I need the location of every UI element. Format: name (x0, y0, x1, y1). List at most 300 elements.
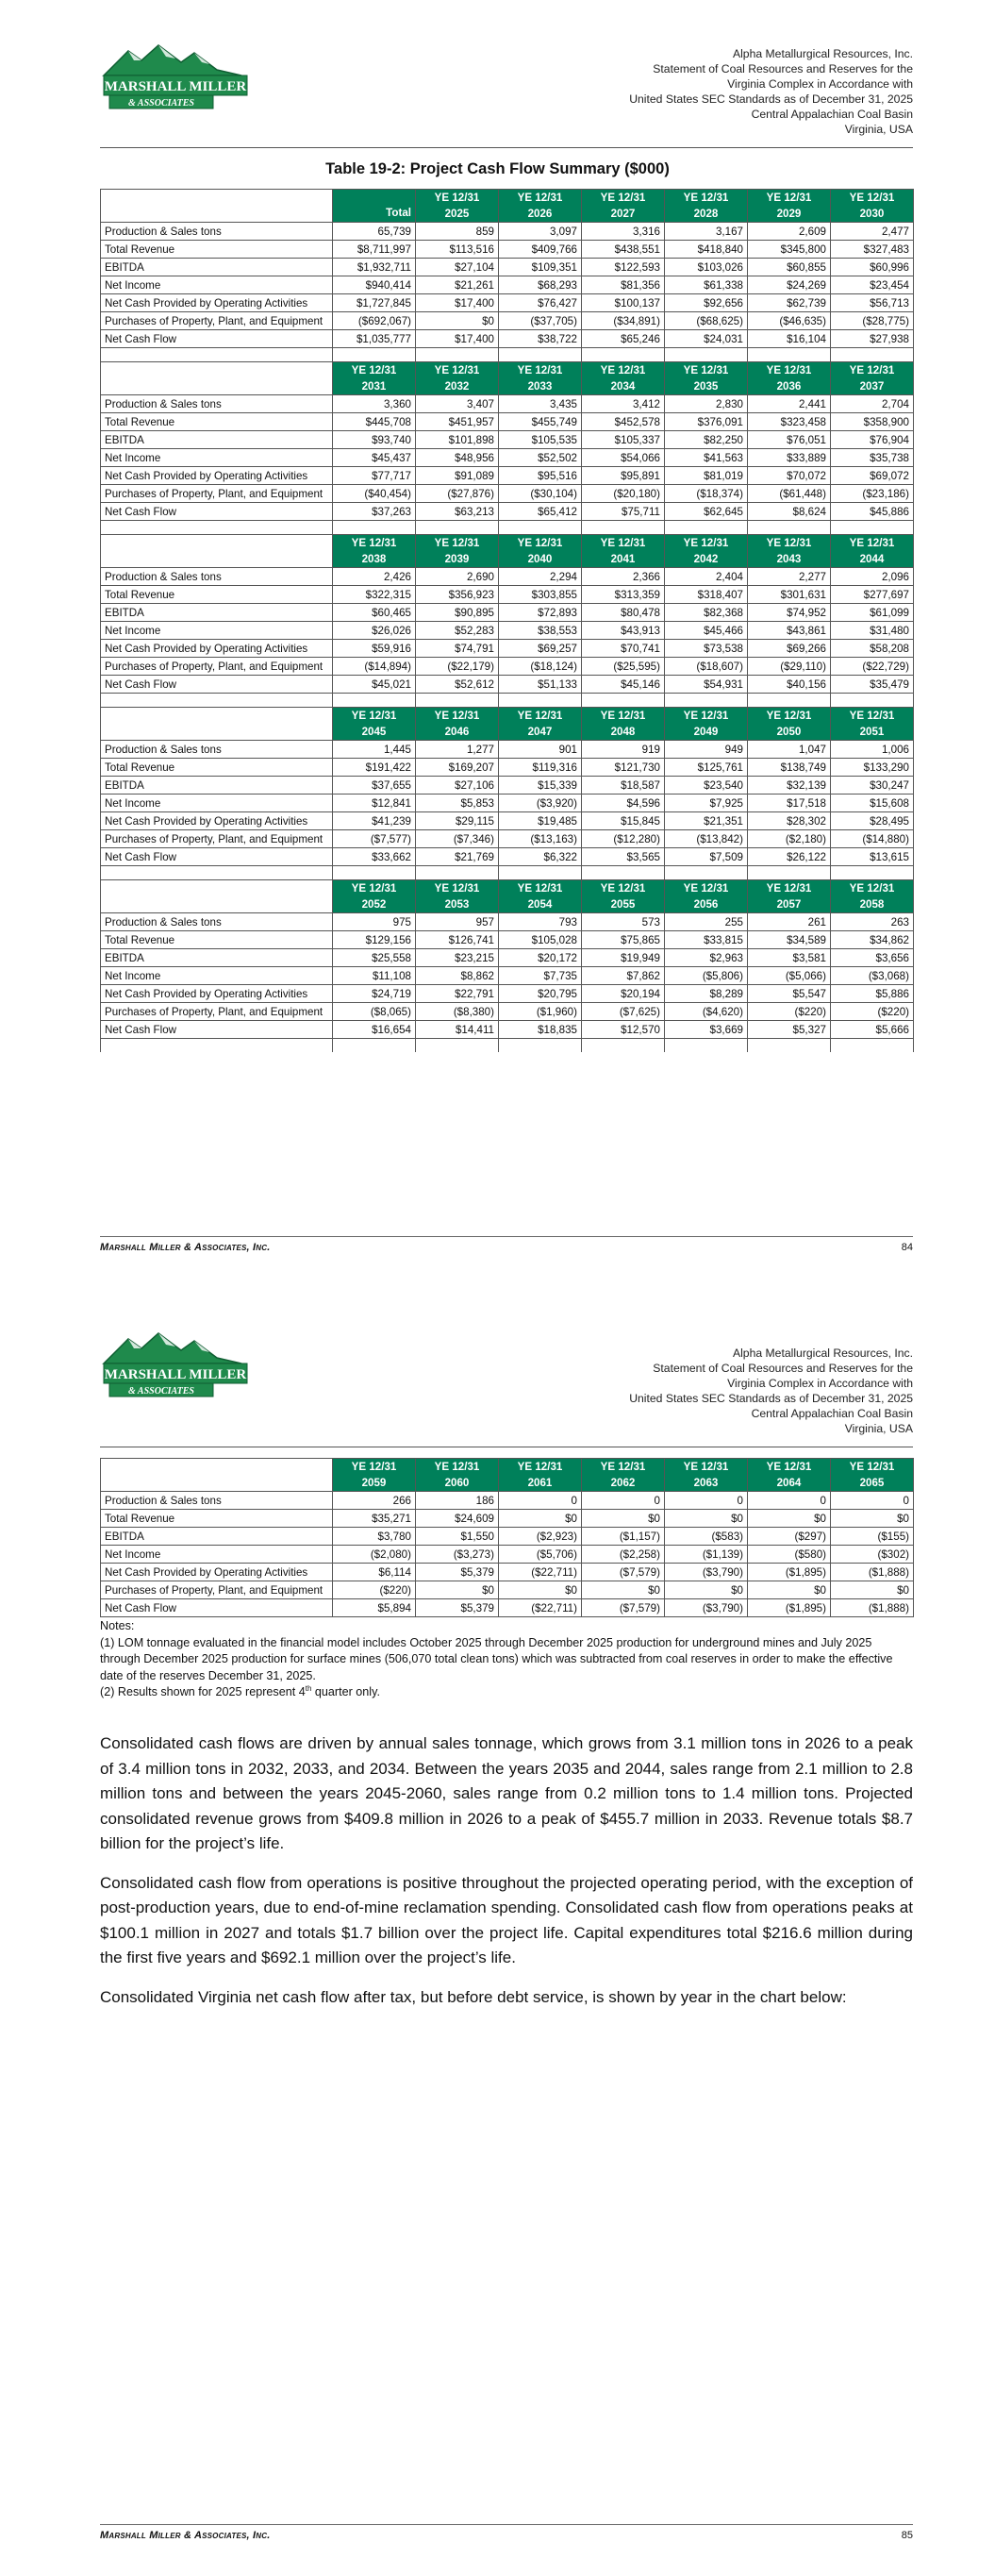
value-cell: 3,316 (582, 223, 665, 241)
value-cell: $68,293 (499, 276, 582, 294)
value-cell: $35,479 (831, 676, 914, 694)
document-header (629, 46, 913, 137)
value-cell: $3,565 (582, 848, 665, 866)
value-cell: 573 (582, 913, 665, 931)
row-label: Purchases of Property, Plant, and Equipment (101, 312, 333, 330)
table-row (101, 568, 914, 586)
value-cell: $3,669 (665, 1021, 748, 1039)
spacer-row (101, 694, 914, 708)
value-cell: ($3,790) (665, 1599, 748, 1617)
table-row (101, 259, 914, 276)
header-blank-cell (101, 535, 333, 568)
value-cell: $92,656 (665, 294, 748, 312)
value-cell: $58,208 (831, 640, 914, 658)
header-year-cell: YE 12/31 2051 (831, 708, 914, 741)
value-cell: ($7,346) (416, 830, 499, 848)
value-cell: $69,266 (748, 640, 831, 658)
value-cell: $17,518 (748, 795, 831, 812)
value-cell: $0 (831, 1510, 914, 1528)
page-number: 85 (901, 2530, 913, 2541)
value-cell: $73,538 (665, 640, 748, 658)
value-cell: $27,938 (831, 330, 914, 348)
value-cell: $20,194 (582, 985, 665, 1003)
value-cell: $11,108 (333, 967, 416, 985)
row-label: Production & Sales tons (101, 568, 333, 586)
value-cell: $105,535 (499, 431, 582, 449)
table-row (101, 795, 914, 812)
row-label: Total Revenue (101, 241, 333, 259)
value-cell: $445,708 (333, 413, 416, 431)
value-cell: $75,865 (582, 931, 665, 949)
header-year-cell: YE 12/31 2044 (831, 535, 914, 568)
value-cell: $6,322 (499, 848, 582, 866)
value-cell: $20,795 (499, 985, 582, 1003)
value-cell: ($18,607) (665, 658, 748, 676)
value-cell: 859 (416, 223, 499, 241)
table-row (101, 1492, 914, 1510)
header-year-cell: YE 12/31 2046 (416, 708, 499, 741)
header-divider (100, 147, 913, 148)
value-cell: $90,895 (416, 604, 499, 622)
value-cell: ($22,711) (499, 1564, 582, 1581)
value-cell: $25,558 (333, 949, 416, 967)
header-line: United States SEC Standards as of December 31, 2025 (629, 92, 913, 106)
value-cell: $455,749 (499, 413, 582, 431)
value-cell: $65,246 (582, 330, 665, 348)
row-label: Net Cash Flow (101, 503, 333, 521)
value-cell: $15,608 (831, 795, 914, 812)
row-label: Total Revenue (101, 931, 333, 949)
page-footer (100, 1236, 913, 1253)
row-label: Net Cash Provided by Operating Activities (101, 812, 333, 830)
table-row (101, 294, 914, 312)
table-row (101, 223, 914, 241)
value-cell: $3,581 (748, 949, 831, 967)
table-row (101, 1581, 914, 1599)
table-row (101, 812, 914, 830)
header-year-cell: YE 12/31 2030 (831, 190, 914, 223)
footer-company: Marshall Miller & Associates, Inc. (100, 2530, 271, 2541)
value-cell: $43,861 (748, 622, 831, 640)
value-cell: ($155) (831, 1528, 914, 1546)
value-cell: $95,891 (582, 467, 665, 485)
value-cell: $24,719 (333, 985, 416, 1003)
value-cell: $38,553 (499, 622, 582, 640)
value-cell: $70,741 (582, 640, 665, 658)
value-cell: 2,704 (831, 395, 914, 413)
value-cell: $119,316 (499, 759, 582, 777)
value-cell: $48,956 (416, 449, 499, 467)
value-cell: ($28,775) (831, 312, 914, 330)
table-header-row (101, 535, 914, 568)
value-cell: ($14,894) (333, 658, 416, 676)
row-label: Net Cash Flow (101, 1599, 333, 1617)
value-cell: ($3,920) (499, 795, 582, 812)
value-cell: $74,791 (416, 640, 499, 658)
value-cell: $82,368 (665, 604, 748, 622)
value-cell: ($22,711) (499, 1599, 582, 1617)
row-label: Purchases of Property, Plant, and Equipment (101, 830, 333, 848)
row-label: Net Cash Provided by Operating Activities (101, 640, 333, 658)
row-label: Production & Sales tons (101, 1492, 333, 1510)
paragraph: Consolidated Virginia net cash flow after tax, but before debt service, is shown by year in the chart below: (100, 1987, 847, 2006)
value-cell: $105,028 (499, 931, 582, 949)
value-cell: $19,485 (499, 812, 582, 830)
table-row (101, 949, 914, 967)
value-cell: $34,862 (831, 931, 914, 949)
header-year-cell: YE 12/31 2032 (416, 362, 499, 395)
value-cell: $0 (499, 1581, 582, 1599)
note-1: (1) LOM tonnage evaluated in the financial model includes October 2025 through December 2025 production for underground mines and July 2025 through December 2025 production for surface mines (506,070 total clean tons) which was subtracted from coal reserves in order to make the effective date of the reserves December 31, 2025. (100, 1635, 893, 1682)
value-cell: $31,480 (831, 622, 914, 640)
row-label: Purchases of Property, Plant, and Equipment (101, 1003, 333, 1021)
value-cell: 0 (582, 1492, 665, 1510)
note-2: (2) Results shown for 2025 represent 4th quarter only. (100, 1683, 380, 1698)
table-row (101, 985, 914, 1003)
value-cell: $15,845 (582, 812, 665, 830)
row-label: Production & Sales tons (101, 741, 333, 759)
header-line: United States SEC Standards as of December 31, 2025 (629, 1392, 913, 1405)
value-cell: $12,841 (333, 795, 416, 812)
value-cell: $33,662 (333, 848, 416, 866)
value-cell: 263 (831, 913, 914, 931)
value-cell: ($3,068) (831, 967, 914, 985)
value-cell: ($22,729) (831, 658, 914, 676)
value-cell: ($27,876) (416, 485, 499, 503)
page-footer (100, 2524, 913, 2541)
value-cell: $26,122 (748, 848, 831, 866)
value-cell: ($37,705) (499, 312, 582, 330)
value-cell: $21,351 (665, 812, 748, 830)
header-blank-cell (101, 362, 333, 395)
value-cell: $101,898 (416, 431, 499, 449)
logo-text-2: & ASSOCIATES (128, 1386, 194, 1397)
table-row (101, 586, 914, 604)
value-cell: $327,483 (831, 241, 914, 259)
value-cell: 2,609 (748, 223, 831, 241)
value-cell: $35,738 (831, 449, 914, 467)
row-label: Net Cash Provided by Operating Activities (101, 985, 333, 1003)
table-row (101, 676, 914, 694)
value-cell: $24,609 (416, 1510, 499, 1528)
header-line: Virginia, USA (844, 123, 913, 136)
table-row (101, 622, 914, 640)
value-cell: 901 (499, 741, 582, 759)
table-row (101, 848, 914, 866)
value-cell: $133,290 (831, 759, 914, 777)
value-cell: $5,379 (416, 1599, 499, 1617)
header-line: Central Appalachian Coal Basin (751, 108, 913, 121)
table-row (101, 741, 914, 759)
value-cell: $29,115 (416, 812, 499, 830)
header-line: Statement of Coal Resources and Reserves for the (653, 62, 913, 75)
value-cell: ($4,620) (665, 1003, 748, 1021)
value-cell: ($68,625) (665, 312, 748, 330)
spacer-row (101, 866, 914, 880)
value-cell: ($8,065) (333, 1003, 416, 1021)
value-cell: 3,360 (333, 395, 416, 413)
value-cell: $16,654 (333, 1021, 416, 1039)
value-cell: $28,495 (831, 812, 914, 830)
value-cell: ($40,454) (333, 485, 416, 503)
value-cell: $121,730 (582, 759, 665, 777)
value-cell: $60,996 (831, 259, 914, 276)
value-cell: ($29,110) (748, 658, 831, 676)
header-blank-cell (101, 708, 333, 741)
value-cell: $80,478 (582, 604, 665, 622)
table-row (101, 431, 914, 449)
value-cell: $191,422 (333, 759, 416, 777)
value-cell: ($1,960) (499, 1003, 582, 1021)
table-header-row (101, 708, 914, 741)
value-cell: $8,289 (665, 985, 748, 1003)
value-cell: ($302) (831, 1546, 914, 1564)
value-cell: ($220) (748, 1003, 831, 1021)
value-cell: $7,735 (499, 967, 582, 985)
value-cell: $95,516 (499, 467, 582, 485)
value-cell: $4,596 (582, 795, 665, 812)
value-cell: ($3,790) (665, 1564, 748, 1581)
value-cell: $43,913 (582, 622, 665, 640)
row-label: EBITDA (101, 1528, 333, 1546)
value-cell: $61,338 (665, 276, 748, 294)
header-year-cell: YE 12/31 2037 (831, 362, 914, 395)
value-cell: $20,172 (499, 949, 582, 967)
value-cell: $0 (416, 1581, 499, 1599)
value-cell: 2,366 (582, 568, 665, 586)
value-cell: $5,853 (416, 795, 499, 812)
header-year-cell: YE 12/31 2029 (748, 190, 831, 223)
row-label: EBITDA (101, 604, 333, 622)
value-cell: ($580) (748, 1546, 831, 1564)
value-cell: $0 (665, 1510, 748, 1528)
value-cell: $0 (831, 1581, 914, 1599)
value-cell: 949 (665, 741, 748, 759)
value-cell: $74,952 (748, 604, 831, 622)
table-row (101, 830, 914, 848)
value-cell: 1,047 (748, 741, 831, 759)
value-cell: $41,239 (333, 812, 416, 830)
value-cell: ($1,139) (665, 1546, 748, 1564)
header-year-cell: YE 12/31 2040 (499, 535, 582, 568)
value-cell: $0 (582, 1510, 665, 1528)
value-cell: ($7,579) (582, 1564, 665, 1581)
value-cell: $0 (748, 1581, 831, 1599)
header-year-cell: YE 12/31 2050 (748, 708, 831, 741)
value-cell: $70,072 (748, 467, 831, 485)
header-line: Virginia, USA (844, 1422, 913, 1435)
value-cell: $65,412 (499, 503, 582, 521)
body-text (100, 1731, 913, 2024)
value-cell: $323,458 (748, 413, 831, 431)
row-label: Production & Sales tons (101, 223, 333, 241)
value-cell: ($8,380) (416, 1003, 499, 1021)
value-cell: ($2,180) (748, 830, 831, 848)
value-cell: ($22,179) (416, 658, 499, 676)
row-label: Net Income (101, 967, 333, 985)
value-cell: ($20,180) (582, 485, 665, 503)
value-cell: 2,830 (665, 395, 748, 413)
table-row (101, 931, 914, 949)
value-cell: ($7,625) (582, 1003, 665, 1021)
row-label: Production & Sales tons (101, 913, 333, 931)
value-cell: ($34,891) (582, 312, 665, 330)
header-year-cell: YE 12/31 2043 (748, 535, 831, 568)
value-cell: $358,900 (831, 413, 914, 431)
row-label: Net Income (101, 449, 333, 467)
row-label: Net Cash Flow (101, 848, 333, 866)
value-cell: 65,739 (333, 223, 416, 241)
value-cell: ($220) (333, 1581, 416, 1599)
value-cell: $72,893 (499, 604, 582, 622)
value-cell: $1,035,777 (333, 330, 416, 348)
value-cell: 255 (665, 913, 748, 931)
value-cell: 186 (416, 1492, 499, 1510)
value-cell: $81,356 (582, 276, 665, 294)
value-cell: $5,886 (831, 985, 914, 1003)
page-number: 84 (901, 1242, 913, 1253)
row-label: Net Cash Flow (101, 676, 333, 694)
value-cell: $23,540 (665, 777, 748, 795)
header-total-cell: Total (333, 190, 416, 223)
value-cell: 1,445 (333, 741, 416, 759)
row-label: EBITDA (101, 777, 333, 795)
header-blank-cell (101, 1459, 333, 1492)
value-cell: ($3,273) (416, 1546, 499, 1564)
page-85 (0, 1288, 995, 2576)
value-cell: $21,769 (416, 848, 499, 866)
table-row (101, 467, 914, 485)
value-cell: $126,741 (416, 931, 499, 949)
value-cell: $356,923 (416, 586, 499, 604)
table-row (101, 276, 914, 294)
value-cell: 919 (582, 741, 665, 759)
value-cell: $52,283 (416, 622, 499, 640)
table-row (101, 1599, 914, 1617)
header-year-cell: YE 12/31 2033 (499, 362, 582, 395)
value-cell: $32,139 (748, 777, 831, 795)
value-cell: $54,931 (665, 676, 748, 694)
value-cell: $45,021 (333, 676, 416, 694)
header-year-cell: YE 12/31 2052 (333, 880, 416, 913)
row-label: Purchases of Property, Plant, and Equipment (101, 485, 333, 503)
value-cell: $0 (665, 1581, 748, 1599)
header-year-cell: YE 12/31 2065 (831, 1459, 914, 1492)
value-cell: $322,315 (333, 586, 416, 604)
value-cell: $37,655 (333, 777, 416, 795)
value-cell: 1,006 (831, 741, 914, 759)
header-year-cell: YE 12/31 2060 (416, 1459, 499, 1492)
table-row (101, 658, 914, 676)
value-cell: $409,766 (499, 241, 582, 259)
value-cell: $5,379 (416, 1564, 499, 1581)
header-year-cell: YE 12/31 2041 (582, 535, 665, 568)
row-label: Net Cash Provided by Operating Activities (101, 1564, 333, 1581)
value-cell: $0 (499, 1510, 582, 1528)
value-cell: ($2,080) (333, 1546, 416, 1564)
value-cell: $63,213 (416, 503, 499, 521)
header-year-cell: YE 12/31 2057 (748, 880, 831, 913)
row-label: Total Revenue (101, 1510, 333, 1528)
spacer-row (101, 348, 914, 362)
value-cell: ($5,066) (748, 967, 831, 985)
value-cell: 975 (333, 913, 416, 931)
header-line: Alpha Metallurgical Resources, Inc. (732, 47, 913, 60)
row-label: Net Income (101, 276, 333, 294)
cash-flow-table-continued (100, 1458, 914, 1617)
value-cell: ($46,635) (748, 312, 831, 330)
spacer-row (101, 1039, 914, 1053)
value-cell: ($5,706) (499, 1546, 582, 1564)
value-cell: $33,889 (748, 449, 831, 467)
row-label: Net Cash Provided by Operating Activities (101, 294, 333, 312)
table-row (101, 1546, 914, 1564)
value-cell: ($297) (748, 1528, 831, 1546)
table-row (101, 330, 914, 348)
value-cell: $33,815 (665, 931, 748, 949)
value-cell: ($2,258) (582, 1546, 665, 1564)
value-cell: $93,740 (333, 431, 416, 449)
value-cell: $2,963 (665, 949, 748, 967)
value-cell: $12,570 (582, 1021, 665, 1039)
value-cell: $38,722 (499, 330, 582, 348)
value-cell: $26,026 (333, 622, 416, 640)
header-year-cell: YE 12/31 2034 (582, 362, 665, 395)
header-year-cell: YE 12/31 2054 (499, 880, 582, 913)
value-cell: ($25,595) (582, 658, 665, 676)
value-cell: $0 (582, 1581, 665, 1599)
value-cell: $122,593 (582, 259, 665, 276)
row-label: Net Income (101, 622, 333, 640)
row-label: Net Cash Provided by Operating Activities (101, 467, 333, 485)
value-cell: $76,904 (831, 431, 914, 449)
value-cell: $54,066 (582, 449, 665, 467)
value-cell: 0 (831, 1492, 914, 1510)
value-cell: $313,359 (582, 586, 665, 604)
value-cell: $13,615 (831, 848, 914, 866)
value-cell: $45,146 (582, 676, 665, 694)
header-year-cell: YE 12/31 2061 (499, 1459, 582, 1492)
value-cell: $318,407 (665, 586, 748, 604)
value-cell: $17,400 (416, 330, 499, 348)
value-cell: 2,096 (831, 568, 914, 586)
value-cell: $7,925 (665, 795, 748, 812)
value-cell: $0 (748, 1510, 831, 1528)
value-cell: $169,207 (416, 759, 499, 777)
value-cell: ($7,579) (582, 1599, 665, 1617)
footer-company: Marshall Miller & Associates, Inc. (100, 1242, 271, 1253)
value-cell: $45,886 (831, 503, 914, 521)
value-cell: $45,437 (333, 449, 416, 467)
row-label: EBITDA (101, 259, 333, 276)
value-cell: $5,547 (748, 985, 831, 1003)
document-header (629, 1346, 913, 1436)
value-cell: $7,509 (665, 848, 748, 866)
value-cell: 2,441 (748, 395, 831, 413)
header-year-cell: YE 12/31 2036 (748, 362, 831, 395)
table-row (101, 503, 914, 521)
value-cell: $27,106 (416, 777, 499, 795)
header-year-cell: YE 12/31 2064 (748, 1459, 831, 1492)
value-cell: $15,339 (499, 777, 582, 795)
value-cell: 0 (499, 1492, 582, 1510)
table-row (101, 413, 914, 431)
value-cell: $45,466 (665, 622, 748, 640)
header-year-cell: YE 12/31 2038 (333, 535, 416, 568)
table-header-row (101, 362, 914, 395)
value-cell: $69,257 (499, 640, 582, 658)
header-year-cell: YE 12/31 2045 (333, 708, 416, 741)
